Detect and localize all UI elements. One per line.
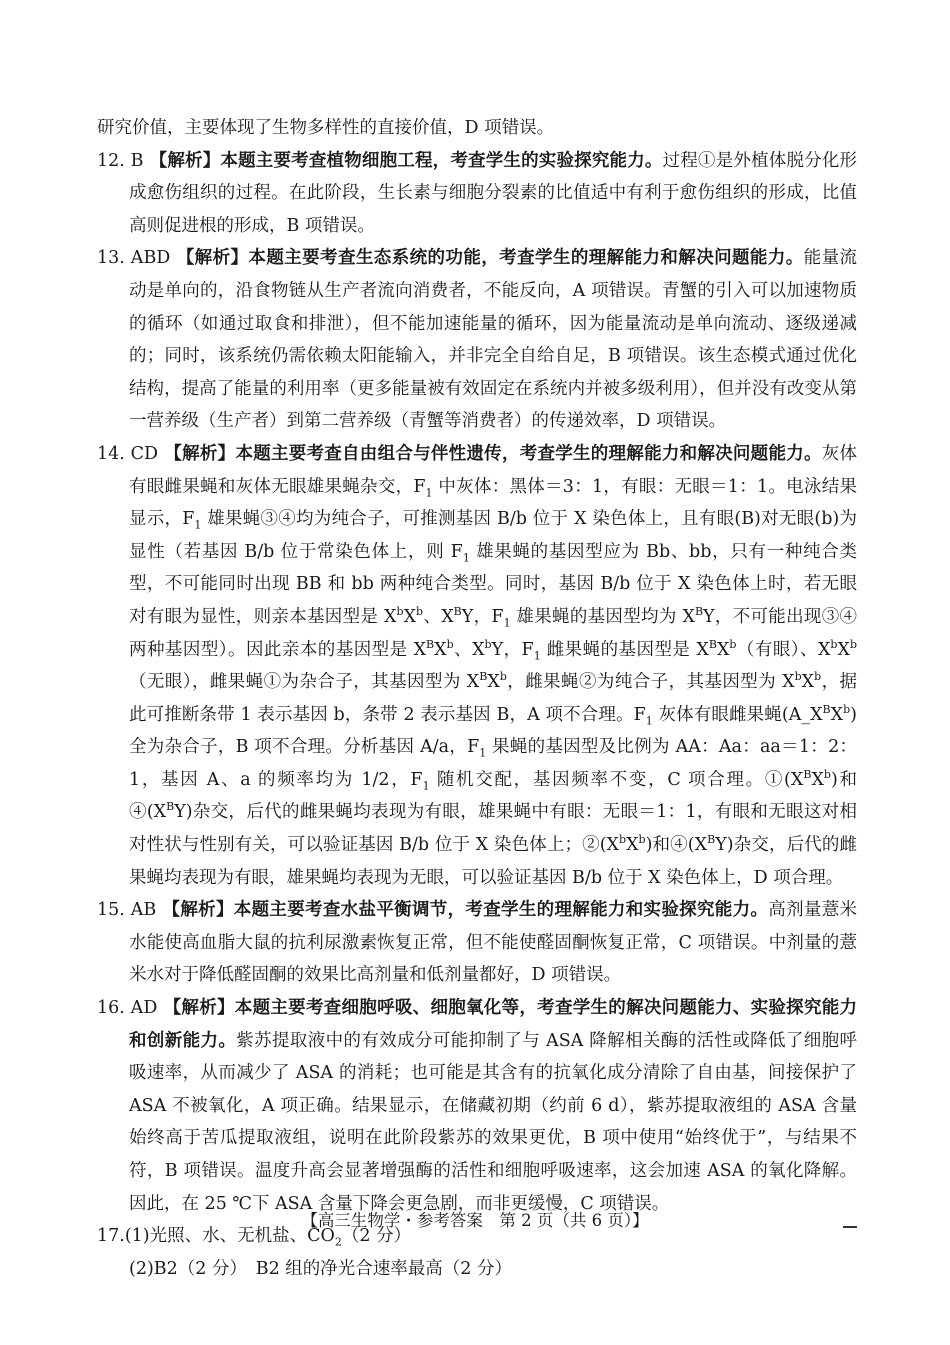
answer-16-tag: 【解析】: [163, 998, 235, 1019]
answer-17-part2: (2)B2（2 分） B2 组的净光合速率最高（2 分）: [129, 1258, 512, 1279]
subscript: 1: [422, 779, 430, 793]
answer-14-text: 雄果蝇③④均为纯合子，可推测基因 B/b 位于 X 染色体上，且有眼(B)对无眼(b)为显性（若基因 B/b 位于常染色体上，则 F: [129, 509, 857, 562]
gene-x: X: [434, 639, 447, 660]
answer-17-part1-score: （2 分）: [341, 1226, 412, 1247]
gene-x: X: [801, 672, 815, 693]
gene-x: X: [472, 639, 485, 660]
subscript: 1: [462, 551, 470, 565]
answer-14-text: )全为杂合子，B 项不合理。分析基因 A/a，F: [129, 704, 857, 758]
gene-x: X: [441, 606, 454, 627]
answer-14-text: 灰体有眼雌果蝇(A_X: [652, 704, 823, 725]
answer-14-number: 14. CD: [97, 443, 159, 464]
answer-14-text: 中灰体：黑体＝3：1，有眼：无眼＝1：1。电泳结果显示，F: [129, 476, 857, 530]
answer-14-text: 、: [453, 639, 473, 660]
answer-14-text: 、: [423, 606, 442, 627]
answer-13-number: 13. ABD: [97, 248, 171, 269]
superscript: b: [396, 605, 404, 619]
answer-14-text: 雌果蝇的基因型是 X: [540, 639, 709, 660]
answer-content: [97, 112, 857, 1285]
superscript: B: [707, 833, 716, 847]
superscript: B: [479, 670, 488, 684]
gene-x: X: [487, 672, 500, 693]
answer-14-text: 灰体有眼雌果蝇和灰体无眼雄果蝇杂交，F: [129, 443, 858, 497]
answer-14-text: （有眼）、X: [736, 639, 831, 660]
superscript: b: [814, 670, 822, 684]
answer-14-lead: 本题主要考查自由组合与伴性遗传，考查学生的理解能力和解决问题能力。: [235, 443, 822, 464]
superscript: B: [708, 637, 717, 651]
superscript: B: [453, 605, 462, 619]
answer-13-body: 能量流动是单向的，沿食物链从生产者流向消费者，不能反向，A 项错误。青蟹的引入可以加速物质的循环（如通过取食和排泄），但不能加速能量的循环，因为能量流动是单向流动、逐级递减的；同时，该系统仍需依赖太阳能输入，并非完全自给自足，B 项错误。该生态模式通过优化结构，提高了能量的利用率（更多能量被有效固定在系统内并被多级利用），但并没有改变从第一营养级（生产者）到第二营养级（青蟹等消费者）的传递效率，D 项错误。: [129, 248, 857, 432]
answer-14-text: )和④(X: [645, 835, 708, 856]
answer-16-body: 紫苏提取液中的有效成分可能抑制了与 ASA 降解相关酶的活性或降低了细胞呼吸速率，从而减少了 ASA 的消耗；也可能是其含有的抗氧化成分清除了自由基，间接保护了 ASA 不被氧化，A 项正确。结果显示，在储藏初期（约前 6 d），紫苏提取液组的 ASA 含量始终高于苦瓜提取液组，说明在此阶段紫苏的效果更优，B 项中使用“始终优于”，与结果不符，B 项错误。温度升高会显著增强酶的活性和细胞呼吸速率，这会加速 ASA 的氧化降解。因此，在 25 ℃下 ASA 含量下降会更急剧，而非更缓慢，C 项错误。: [129, 1030, 857, 1214]
answer-12-tag: 【解析】: [149, 150, 221, 171]
page-footer: 【高三生物学・参考答案 第 2 页（共 6 页）】: [301, 1211, 649, 1230]
answer-14-text: ，据此可推断条带 1 表示基因 b，条带 2 表示基因 B，A 项不合理。F: [129, 672, 858, 725]
superscript: b: [499, 670, 507, 684]
superscript: b: [849, 637, 857, 651]
answer-12-lead: 本题主要考查植物细胞工程，考查学生的实验探究能力。: [220, 150, 663, 171]
gene-x: X: [403, 606, 417, 627]
answer-14-text: )和④(X: [129, 769, 858, 823]
gene-x: X: [716, 639, 730, 660]
gene-x: X: [837, 639, 850, 660]
answer-16-lead: 本题主要考查细胞呼吸、细胞氧化等，考查学生的解决问题能力、实验探究能力和创新能力。: [129, 998, 858, 1051]
answer-14-text: 雄果蝇的基因型均为 X: [510, 606, 695, 627]
answer-15-body: 高剂量薏米水能使高血脂大鼠的抗利尿激素恢复正常，但不能使醛固酮恢复正常，C 项错误。中剂量的薏米水对于降低醛固酮的效果比高剂量和低剂量都好，D 项错误。: [129, 900, 858, 986]
gene-y: Y: [461, 606, 474, 627]
superscript: b: [446, 637, 454, 651]
superscript: B: [426, 637, 435, 651]
superscript: b: [638, 833, 646, 847]
answer-12: [97, 145, 857, 243]
answer-13-lead: 本题主要考查生态系统的功能，考查学生的理解能力和解决问题能力。: [248, 248, 804, 269]
answer-14-text: Y，F: [491, 639, 534, 660]
superscript: B: [822, 702, 831, 716]
answer-14-text: Y)杂交，后代的雌果蝇均表现为有眼，雄果蝇中有眼：无眼＝1：1，有眼和无眼这对相对性状与性别有关，可以验证基因 B/b 位于 X 染色体上；②(X: [129, 802, 857, 856]
answer-13-tag: 【解析】: [176, 248, 249, 269]
superscript: B: [166, 800, 175, 814]
superscript: b: [843, 702, 851, 716]
superscript: b: [830, 637, 838, 651]
superscript: b: [823, 768, 831, 782]
answer-14-text: 雄果蝇的基因型应为 Bb、bb，只有一种纯合类型，不可能同时出现 BB 和 bb 两种纯合类型。同时，基因 B/b 位于 X 染色体上时，若无眼对有眼为显性，则亲本基因型是 X: [129, 541, 858, 627]
answer-12-body: 过程①是外植体脱分化形成愈伤组织的过程。在此阶段，生长素与细胞分裂素的比值适中有利于愈伤组织的形成，比值高则促进根的形成，B 项错误。: [129, 150, 858, 236]
answer-14-text: ，F: [473, 606, 504, 627]
superscript: b: [619, 833, 627, 847]
superscript: b: [794, 670, 802, 684]
gene-x: X: [830, 704, 844, 725]
answer-15-number: 15. AB: [97, 900, 157, 921]
answer-14: [97, 438, 857, 894]
answer-17-number: 17.: [97, 1226, 125, 1247]
answer-14-text: ，雌果蝇②为纯合子，其基因型为 X: [506, 672, 795, 693]
subscript: 1: [425, 486, 433, 500]
answer-14-text: （无眼），雌果蝇①为杂合子，其基因型为 X: [129, 672, 480, 693]
answer-14-text: Y)杂交，后代的雌果蝇均表现为有眼，雄果蝇均表现为无眼，可以验证基因 B/b 位于 X 染色体上，D 项合理。: [129, 835, 857, 888]
subscript: 1: [479, 746, 487, 760]
answer-15: [97, 894, 857, 992]
continuation-paragraph: 研究价值，主要体现了生物多样性的直接价值，D 项错误。: [97, 118, 555, 138]
answer-12-number: 12. B: [97, 150, 144, 171]
answer-13: [97, 242, 857, 438]
subscript: 1: [503, 616, 511, 630]
answer-14-text: 随机交配，基因频率不变，C 项合理。①(X: [429, 769, 804, 790]
subscript: 1: [533, 649, 541, 662]
answer-16: [97, 992, 857, 1220]
subscript: 1: [194, 518, 202, 532]
answer-17-part1: (1)光照、水、无机盐、CO: [124, 1226, 335, 1247]
superscript: b: [484, 637, 492, 651]
answer-16-number: 16. AD: [97, 998, 158, 1019]
footer-mark: [843, 1226, 857, 1228]
gene-x: X: [626, 835, 639, 856]
superscript: B: [803, 768, 812, 782]
superscript: b: [416, 605, 424, 619]
subscript: 2: [334, 1235, 342, 1249]
answer-14-text: 果蝇的基因型及比例为 AA：Aa：aa＝1：2：1，基因 A、a 的频率均为 1/2，F: [129, 737, 857, 790]
superscript: B: [694, 605, 704, 619]
gene-x: X: [811, 769, 824, 790]
answer-14-tag: 【解析】: [164, 443, 236, 464]
superscript: b: [729, 637, 737, 651]
answer-15-tag: 【解析】: [162, 900, 234, 921]
answer-15-lead: 本题主要考查水盐平衡调节，考查学生的理解能力和实验探究能力。: [233, 900, 769, 921]
subscript: 1: [645, 714, 653, 728]
answer-14-text: Y，不可能出现③④两种基因型）。因此亲本的基因型是 X: [129, 606, 857, 660]
